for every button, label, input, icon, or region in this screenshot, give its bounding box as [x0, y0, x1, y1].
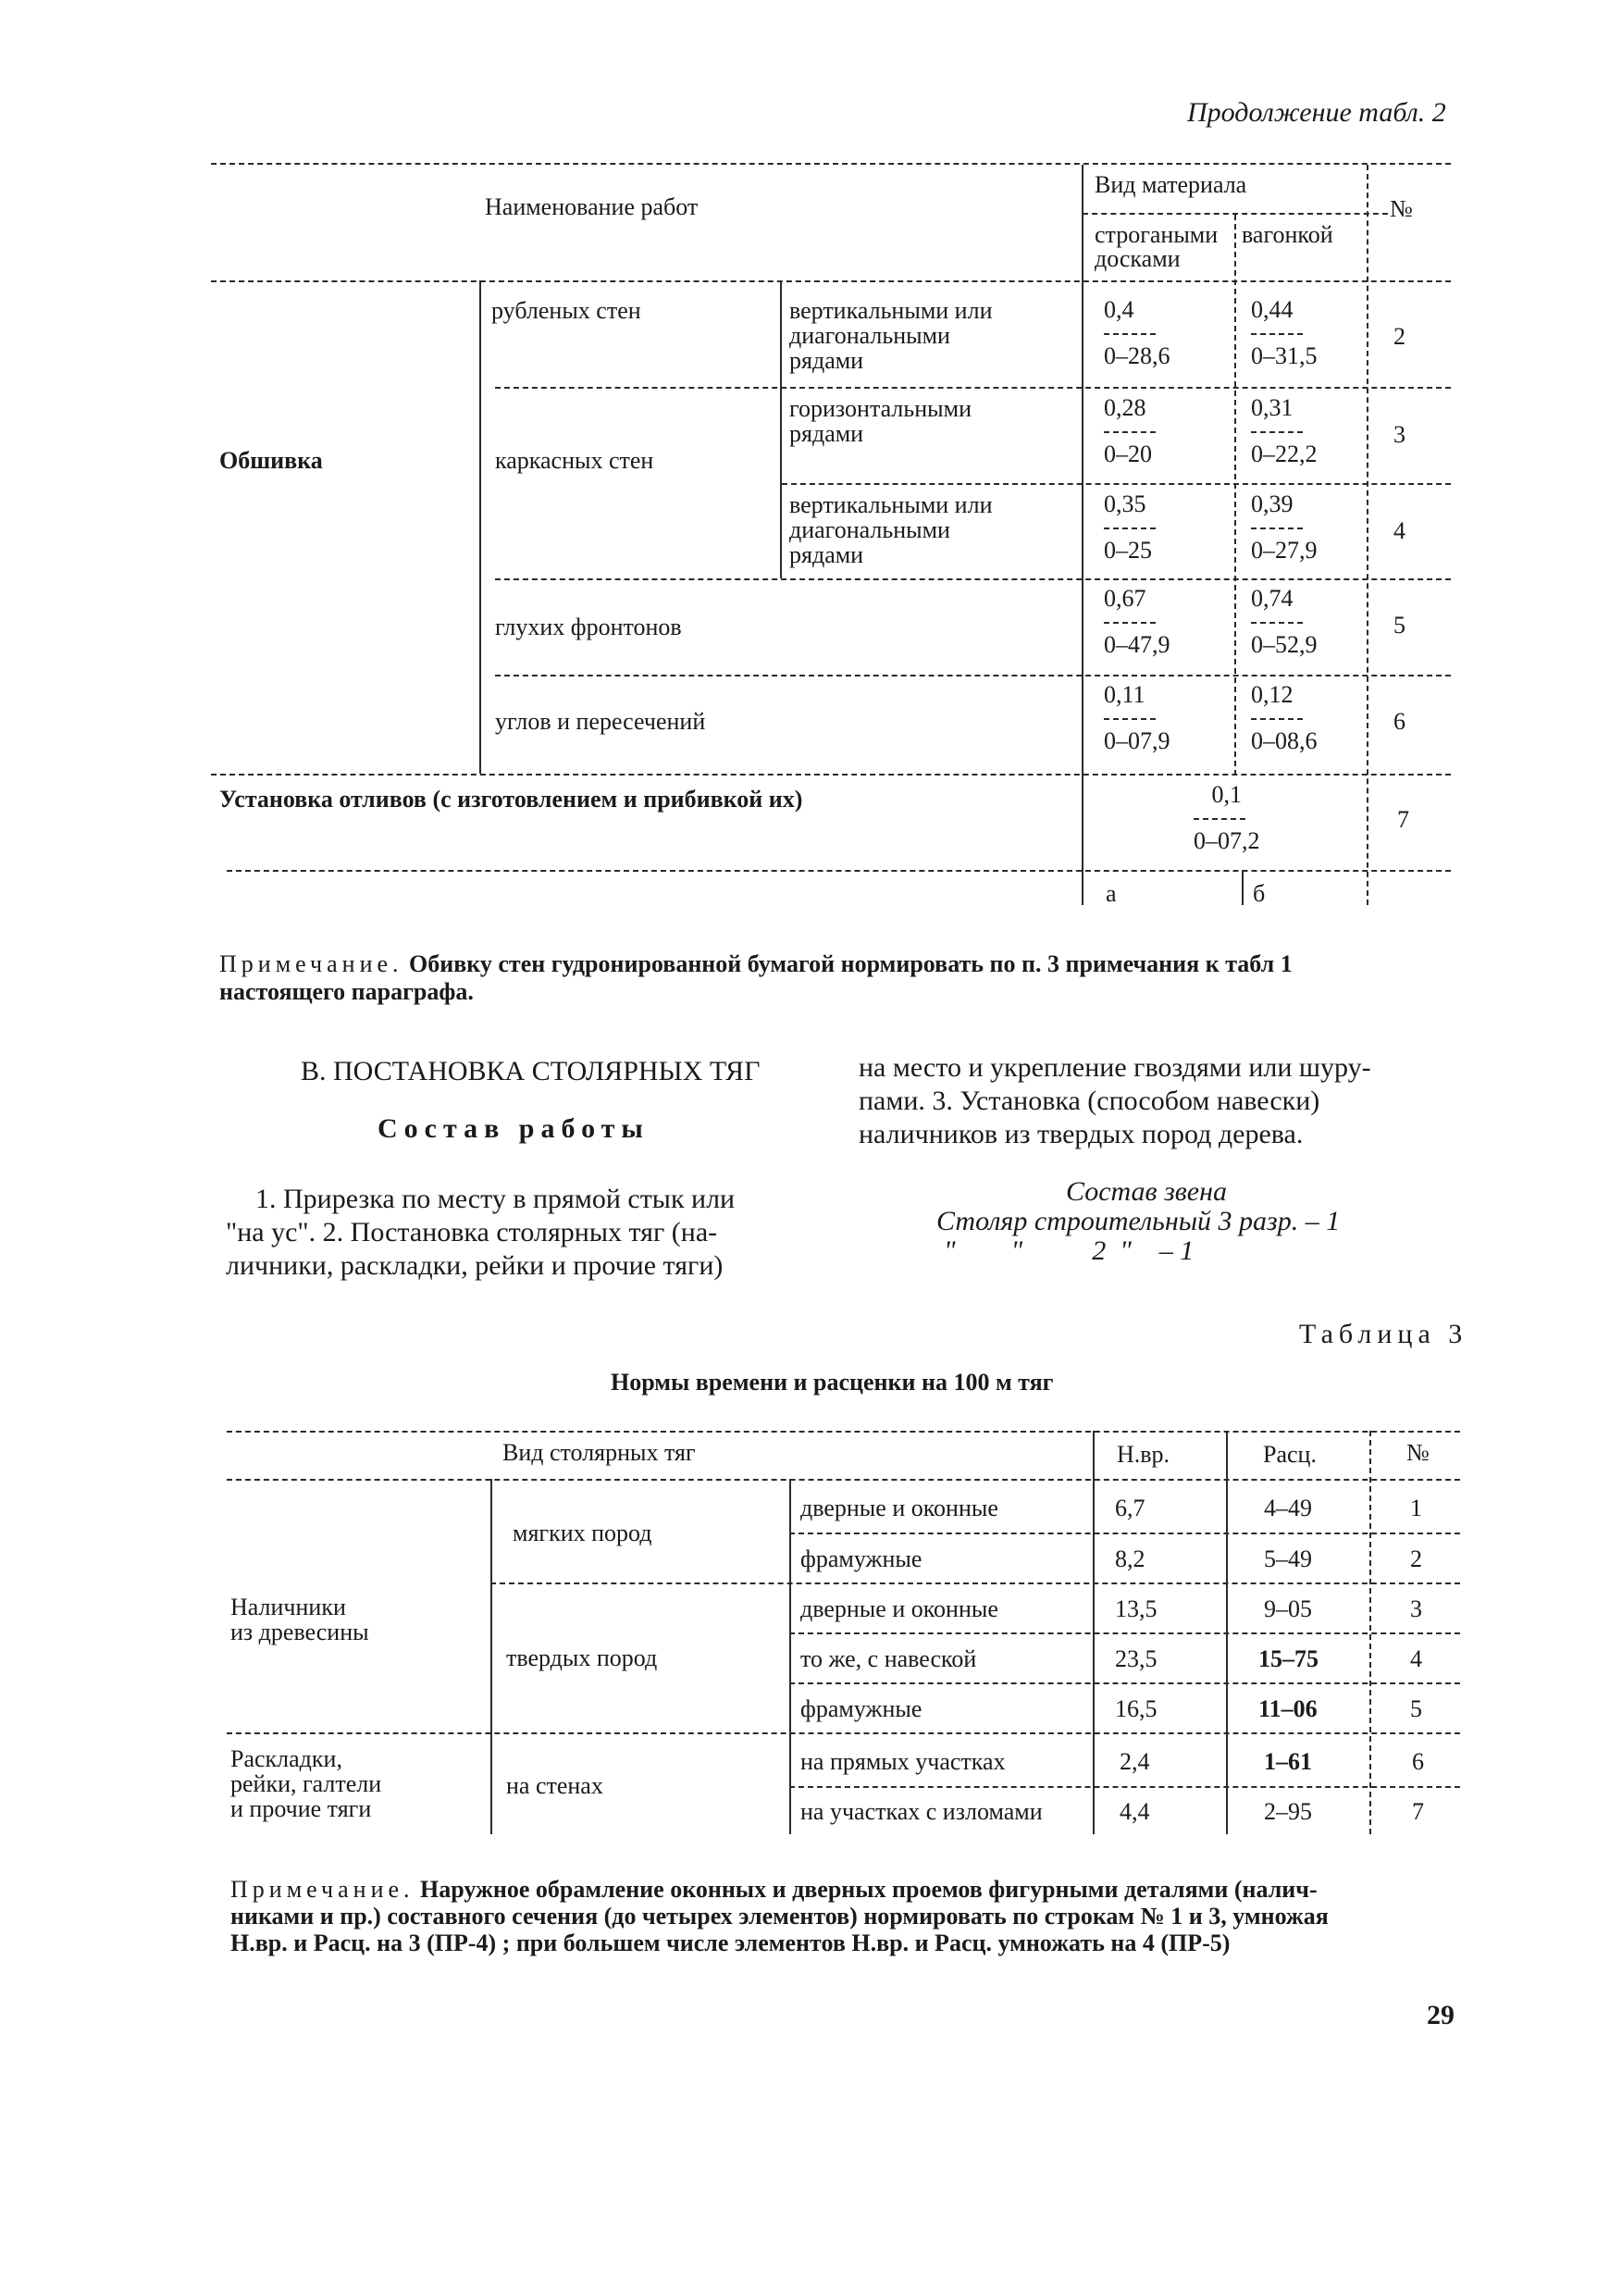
value-merged: 0,1 0–07,2 — [1194, 781, 1260, 854]
column-header-time-norm: Н.вр. — [1117, 1441, 1170, 1468]
row-detail: горизонтальными — [789, 395, 972, 422]
section-title: В. ПОСТАНОВКА СТОЛЯРНЫХ ТЯГ — [301, 1056, 761, 1086]
continuation-label: Продолжение табл. 2 — [1187, 97, 1446, 128]
crew-line-1: Столяр строительный 3 разр. – 1 — [936, 1206, 1341, 1236]
column-header-number: № — [1406, 1439, 1430, 1466]
section-subtitle: Состав работы — [378, 1113, 650, 1144]
value-b: 0,39 0–27,9 — [1251, 490, 1318, 564]
note-text: Наружное обрамление оконных и дверных проемов фигурными деталями (налич- — [420, 1876, 1318, 1903]
table-3-col-rule — [1226, 1431, 1228, 1834]
footer-col-a: а — [1106, 880, 1117, 907]
rate-value: 15–75 — [1258, 1645, 1319, 1672]
group-label: рейки, галтели — [230, 1770, 382, 1797]
table-2-bottom-rule — [227, 870, 1451, 872]
value-b: 0,44 0–31,5 — [1251, 296, 1318, 369]
table-2-top-rule — [211, 163, 1451, 165]
row-number: 4 — [1393, 517, 1405, 544]
table-2-row-rule — [211, 774, 1451, 776]
note-lead: Примечание. — [230, 1876, 415, 1903]
value-a: 0,11 0–07,9 — [1104, 681, 1170, 754]
column-header-type: Вид столярных тяг — [502, 1439, 696, 1466]
row-number: 4 — [1410, 1645, 1422, 1672]
table-3-note-line-3: Н.вр. и Расц. на 3 (ПР-4) ; при большем числе элементов Н.вр. и Расц. умножать на 4 (ПР-5) — [230, 1930, 1231, 1956]
subgroup-label: твердых пород — [506, 1644, 658, 1671]
value-b: 0,31 0–22,2 — [1251, 394, 1318, 467]
table-3-top-rule — [227, 1431, 1460, 1433]
group-label: Раскладки, — [230, 1745, 342, 1772]
text-line: пами. 3. Установка (способом навески) — [859, 1086, 1320, 1116]
table-2-note-line-2: настоящего параграфа. — [219, 978, 474, 1005]
table-2-col-rule — [479, 280, 481, 774]
row-number: 5 — [1410, 1695, 1422, 1722]
row-detail: рядами — [789, 420, 864, 447]
table-2-note — [219, 951, 1293, 976]
text-line: 1. Прирезка по месту в прямой стык или — [255, 1184, 736, 1214]
row-sub-label: каркасных стен — [495, 447, 654, 474]
value-a: 0,67 0–47,9 — [1104, 585, 1170, 658]
row-number: 2 — [1393, 323, 1405, 350]
table-2-row-rule — [495, 578, 1451, 580]
time-norm-value: 8,2 — [1115, 1545, 1145, 1572]
rate-value: 2–95 — [1264, 1798, 1312, 1825]
table-3-col-rule — [490, 1479, 492, 1834]
column-header-material: Вид материала — [1095, 171, 1247, 198]
text-line: личники, раскладки, рейки и прочие тяги) — [226, 1250, 724, 1281]
value-a: 0,35 0–25 — [1104, 492, 1156, 563]
group-label: из древесины — [230, 1619, 369, 1645]
row-group-label: Обшивка — [219, 447, 323, 474]
rate-value: 11–06 — [1258, 1695, 1318, 1722]
row-sub-label: рубленых стен — [491, 297, 641, 324]
crew-title: Состав звена — [1066, 1176, 1228, 1207]
row-number: 1 — [1410, 1495, 1422, 1521]
time-norm-value: 23,5 — [1115, 1645, 1158, 1672]
table-3-header-rule — [227, 1479, 1460, 1481]
subgroup-label: мягких пород — [513, 1520, 652, 1546]
table-3-col-rule — [1093, 1431, 1095, 1834]
column-header-number: № — [1390, 195, 1413, 222]
table-3-row-rule — [789, 1632, 1460, 1634]
rate-value: 4–49 — [1264, 1495, 1312, 1521]
table-2-col-rule — [1234, 215, 1236, 776]
item-label: фрамужные — [800, 1545, 922, 1572]
footer-col-b: б — [1253, 880, 1266, 907]
row-detail: вертикальными или — [789, 297, 993, 324]
group-label: Наличники — [230, 1594, 346, 1620]
table-3-note-line-2: никами и пр.) составного сечения (до четырех элементов) нормировать по строкам № 1 и 3, умножая — [230, 1903, 1329, 1930]
item-label: фрамужные — [800, 1695, 922, 1722]
item-label: на участках с изломами — [800, 1798, 1043, 1825]
row-detail: диагональными — [789, 322, 950, 349]
time-norm-value: 13,5 — [1115, 1595, 1158, 1622]
row-number: 2 — [1410, 1545, 1422, 1572]
column-header-rate: Расц. — [1263, 1441, 1317, 1468]
work-composition-left — [226, 1183, 818, 1283]
table-2-col-rule — [780, 280, 782, 578]
row-7-label: Установка отливов (с изготовлением и прибивкой их) — [219, 786, 803, 813]
table-3-row-rule — [227, 1732, 1460, 1734]
row-detail: вертикальными или — [789, 491, 993, 518]
table-3-row-rule — [490, 1582, 1460, 1584]
time-norm-value: 6,7 — [1115, 1495, 1145, 1521]
table-2-row-rule — [495, 387, 1451, 389]
table-2-col-rule — [1242, 870, 1244, 905]
table-2-row-rule — [495, 675, 1451, 676]
table-3-note — [230, 1877, 1318, 1902]
table-2-col-rule — [1367, 165, 1368, 905]
row-number: 6 — [1393, 708, 1405, 735]
table-3-col-rule — [1369, 1431, 1371, 1834]
page-number: 29 — [1427, 2000, 1455, 2030]
text-line: наличников из твердых пород дерева. — [859, 1119, 1304, 1149]
table-3-row-rule — [789, 1533, 1460, 1534]
column-header-works: Наименование работ — [485, 193, 699, 220]
text-line: "на ус". 2. Постановка столярных тяг (на- — [226, 1217, 718, 1247]
column-header-planed: строгаными — [1095, 221, 1219, 248]
item-label: дверные и оконные — [800, 1495, 998, 1521]
note-lead: Примечание. — [219, 950, 403, 977]
time-norm-value: 2,4 — [1120, 1748, 1150, 1775]
group-label: и прочие тяги — [230, 1795, 372, 1822]
work-composition-right — [859, 1051, 1460, 1151]
crew-line-2: " " 2 " – 1 — [944, 1235, 1195, 1266]
item-label: дверные и оконные — [800, 1595, 998, 1622]
row-number: 6 — [1412, 1748, 1424, 1775]
note-text: Обивку стен гудронированной бумагой нормировать по п. 3 примечания к табл 1 — [409, 950, 1293, 977]
row-number: 3 — [1410, 1595, 1422, 1622]
table-2-header-rule — [211, 280, 1451, 282]
table-3-title: Нормы времени и расценки на 100 м тяг — [611, 1369, 1054, 1396]
time-norm-value: 4,4 — [1120, 1798, 1150, 1825]
text-line: на место и укрепление гвоздями или шуру- — [859, 1052, 1371, 1083]
value-b: 0,12 0–08,6 — [1251, 681, 1318, 754]
table-3-row-rule — [789, 1682, 1460, 1684]
table-3-row-rule — [789, 1786, 1460, 1788]
row-sub-label: глухих фронтонов — [495, 614, 682, 640]
table-3-col-rule — [789, 1479, 791, 1834]
table-2-col-rule — [1082, 165, 1083, 905]
rate-value: 1–61 — [1264, 1748, 1312, 1775]
row-detail: рядами — [789, 541, 864, 568]
row-detail: рядами — [789, 347, 864, 374]
row-sub-label: углов и пересечений — [495, 708, 706, 735]
row-number: 7 — [1412, 1798, 1424, 1825]
row-number: 3 — [1393, 421, 1405, 448]
value-a: 0,4 0–28,6 — [1104, 296, 1170, 369]
row-number: 7 — [1397, 806, 1409, 833]
rate-value: 5–49 — [1264, 1545, 1312, 1572]
value-a: 0,28 0–20 — [1104, 396, 1156, 466]
value-b: 0,74 0–52,9 — [1251, 585, 1318, 658]
table-2-row-rule — [782, 483, 1451, 485]
time-norm-value: 16,5 — [1115, 1695, 1158, 1722]
item-label: то же, с навеской — [800, 1645, 977, 1672]
row-detail: диагональными — [789, 516, 950, 543]
row-number: 5 — [1393, 612, 1405, 639]
rate-value: 9–05 — [1264, 1595, 1312, 1622]
column-header-planed-2: досками — [1095, 245, 1181, 272]
table-3-label: Таблица 3 — [1299, 1319, 1468, 1349]
subgroup-label: на стенах — [506, 1772, 603, 1799]
item-label: на прямых участках — [800, 1748, 1006, 1775]
column-header-vagonka: вагонкой — [1242, 221, 1333, 248]
